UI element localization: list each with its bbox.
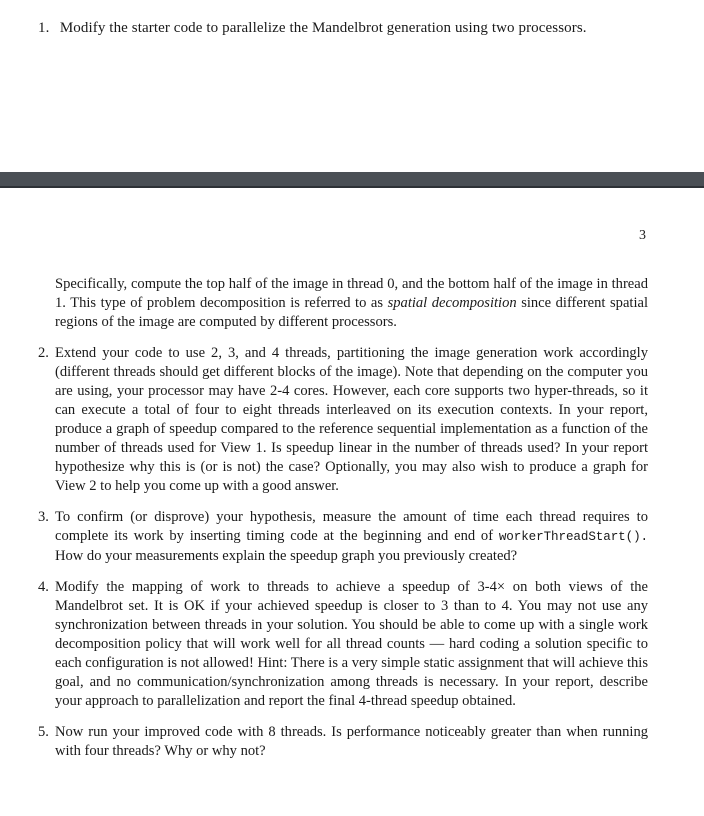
item-number: 5. (38, 723, 49, 740)
emphasis-term: spatial decomposition (387, 295, 517, 312)
item-text: Extend your code to use 2, 3, and 4 threads, partitioning the image generation work accordingly (different threads should get different blocks of the image). Note that depending on the computer you are using, your processor may have 2-4 cores. However, each core supports two hyper-threads, so it can execute a total of four to eight threads interleaved on its execution contexts. In your report, produce a graph of speedup compared to the reference sequential implementation as a function of the number of threads used for View 1. Is speedup linear in the number of threads used? In your report hypothesize why this is (or is not) the case? Optionally, you may also wish to produce a graph for View 2 to help you come up with a good answer. (55, 344, 648, 495)
list-item-3 (38, 508, 648, 566)
item-number: 4. (38, 578, 49, 595)
paragraph-text: Specifically, compute the top half of the image in thread 0, and the bottom half of the image in thread 1. This type of problem decomposition is referred to as (55, 276, 648, 312)
item-number: 2. (38, 344, 49, 361)
page-divider (0, 172, 704, 188)
list-item-2 (38, 344, 648, 497)
paragraph-text: since different spatial regions of the image are computed by different processors. (55, 295, 648, 331)
item-number: 1. (38, 20, 50, 36)
list-item-4 (38, 578, 648, 712)
item-text-part: How do your measurements explain the speedup graph you previously created? (55, 548, 518, 565)
task-list (38, 344, 648, 761)
item-text: Now run your improved code with 8 threads. Is performance noticeably greater than when running with four threads? Why or why not? (55, 723, 648, 760)
item-text (55, 508, 648, 566)
item-text-part: To confirm (or disprove) your hypothesis, measure the amount of time each thread requires to complete its work by inserting timing code at the beginning and end of (55, 509, 648, 545)
code-function-name: workerThreadStart(). (498, 530, 648, 545)
document-body (38, 275, 648, 761)
list-item-1 (38, 19, 678, 38)
item-number: 3. (38, 509, 49, 526)
item-text: Modify the mapping of work to threads to achieve a speedup of 3-4× on both views of the Mandelbrot set. It is OK if your achieved speedup is closer to 3 than to 4. You may not use any synchronization between threads in your solution. You should be able to come up with a single work decomposition policy that will work well for all thread counts — hard coding a solution specific to each configuration is not allowed! Hint: There is a very simple static assignment that will achieve this goal, and no communication/synchronization among threads is necessary. In your report, describe your approach to parallelization and report the final 4-thread speedup obtained. (55, 578, 648, 710)
list-item-5 (38, 723, 648, 761)
page-number: 3 (639, 228, 646, 243)
item-text: Modify the starter code to parallelize the Mandelbrot generation using two processors. (59, 20, 587, 36)
continuation-paragraph (55, 275, 648, 332)
